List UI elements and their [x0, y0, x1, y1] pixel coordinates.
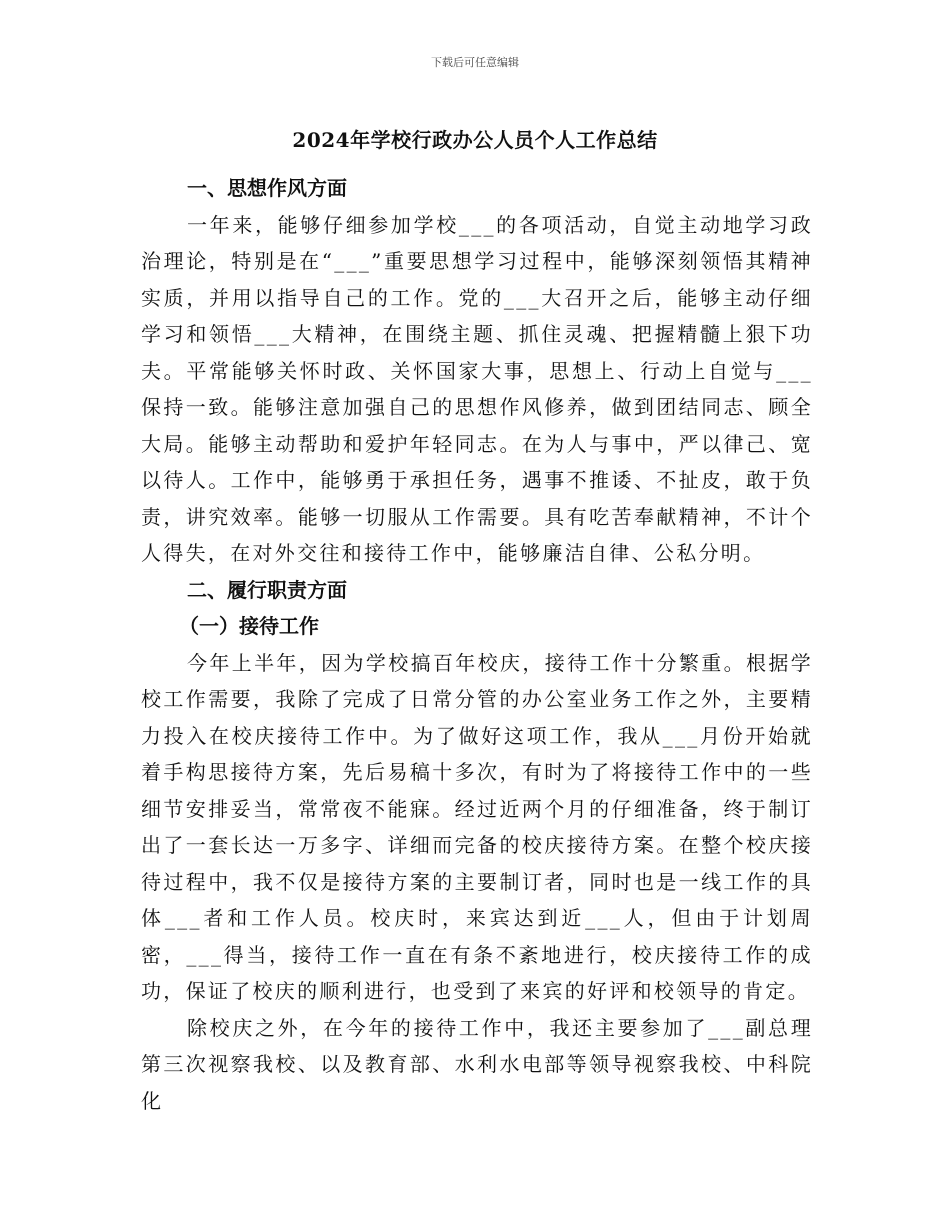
section-heading-2: 二、履行职责方面: [187, 577, 347, 602]
paragraph-thought-style: 一年来，能够仔细参加学校___的各项活动，自觉主动地学习政治理论，特别是在“___”重要思想学习过程中，能够深刻领悟其精神实质，并用以指导自己的工作。党的___大召开之后，能够主动仔细学习和领悟___大精神，在围绕主题、抓住灵魂、把握精髓上狠下功夫。平常能够关怀时政、关怀国家大事，思想上、行动上自觉与___保持一致。能够注意加强自己的思想作风修养，做到团结同志、顾全大局。能够主动帮助和爱护年轻同志。在为人与事中，严以律己、宽以待人。工作中，能够勇于承担任务，遇事不推诿、不扯皮，敢于负责，讲究效率。能够一切服从工作需要。具有吃苦奉献精神，不计个人得失，在对外交往和接待工作中，能够廉洁自律、公私分明。: [141, 212, 813, 565]
paragraph-reception-2: 除校庆之外，在今年的接待工作中，我还主要参加了___副总理第三次视察我校、以及教育部、水利水电部等领导视察我校、中科院化: [141, 1015, 813, 1113]
section-heading-1: 一、思想作风方面: [187, 176, 347, 200]
document-body: [141, 170, 813, 1119]
subsection-heading-reception: （一）接待工作: [179, 614, 319, 638]
header-note: 下载后可任意编辑: [431, 56, 519, 69]
document-title: 2024年学校行政办公人员个人工作总结: [292, 128, 658, 152]
paragraph-reception-1: 今年上半年，因为学校搞百年校庆，接待工作十分繁重。根据学校工作需要，我除了完成了日常分管的办公室业务工作之外，主要精力投入在校庆接待工作中。为了做好这项工作，我从___月份开始就着手构思接待方案，先后易稿十多次，有时为了将接待工作中的一些细节安排妥当，常常夜不能寐。经过近两个月的仔细准备，终于制订出了一套长达一万多字、详细而完备的校庆接待方案。在整个校庆接待过程中，我不仅是接待方案的主要制订者，同时也是一线工作的具体___者和工作人员。校庆时，来宾达到近___人，但由于计划周密，___得当，接待工作一直在有条不紊地进行，校庆接待工作的成功，保证了校庆的顺利进行，也受到了来宾的好评和校领导的肯定。: [141, 650, 813, 1003]
